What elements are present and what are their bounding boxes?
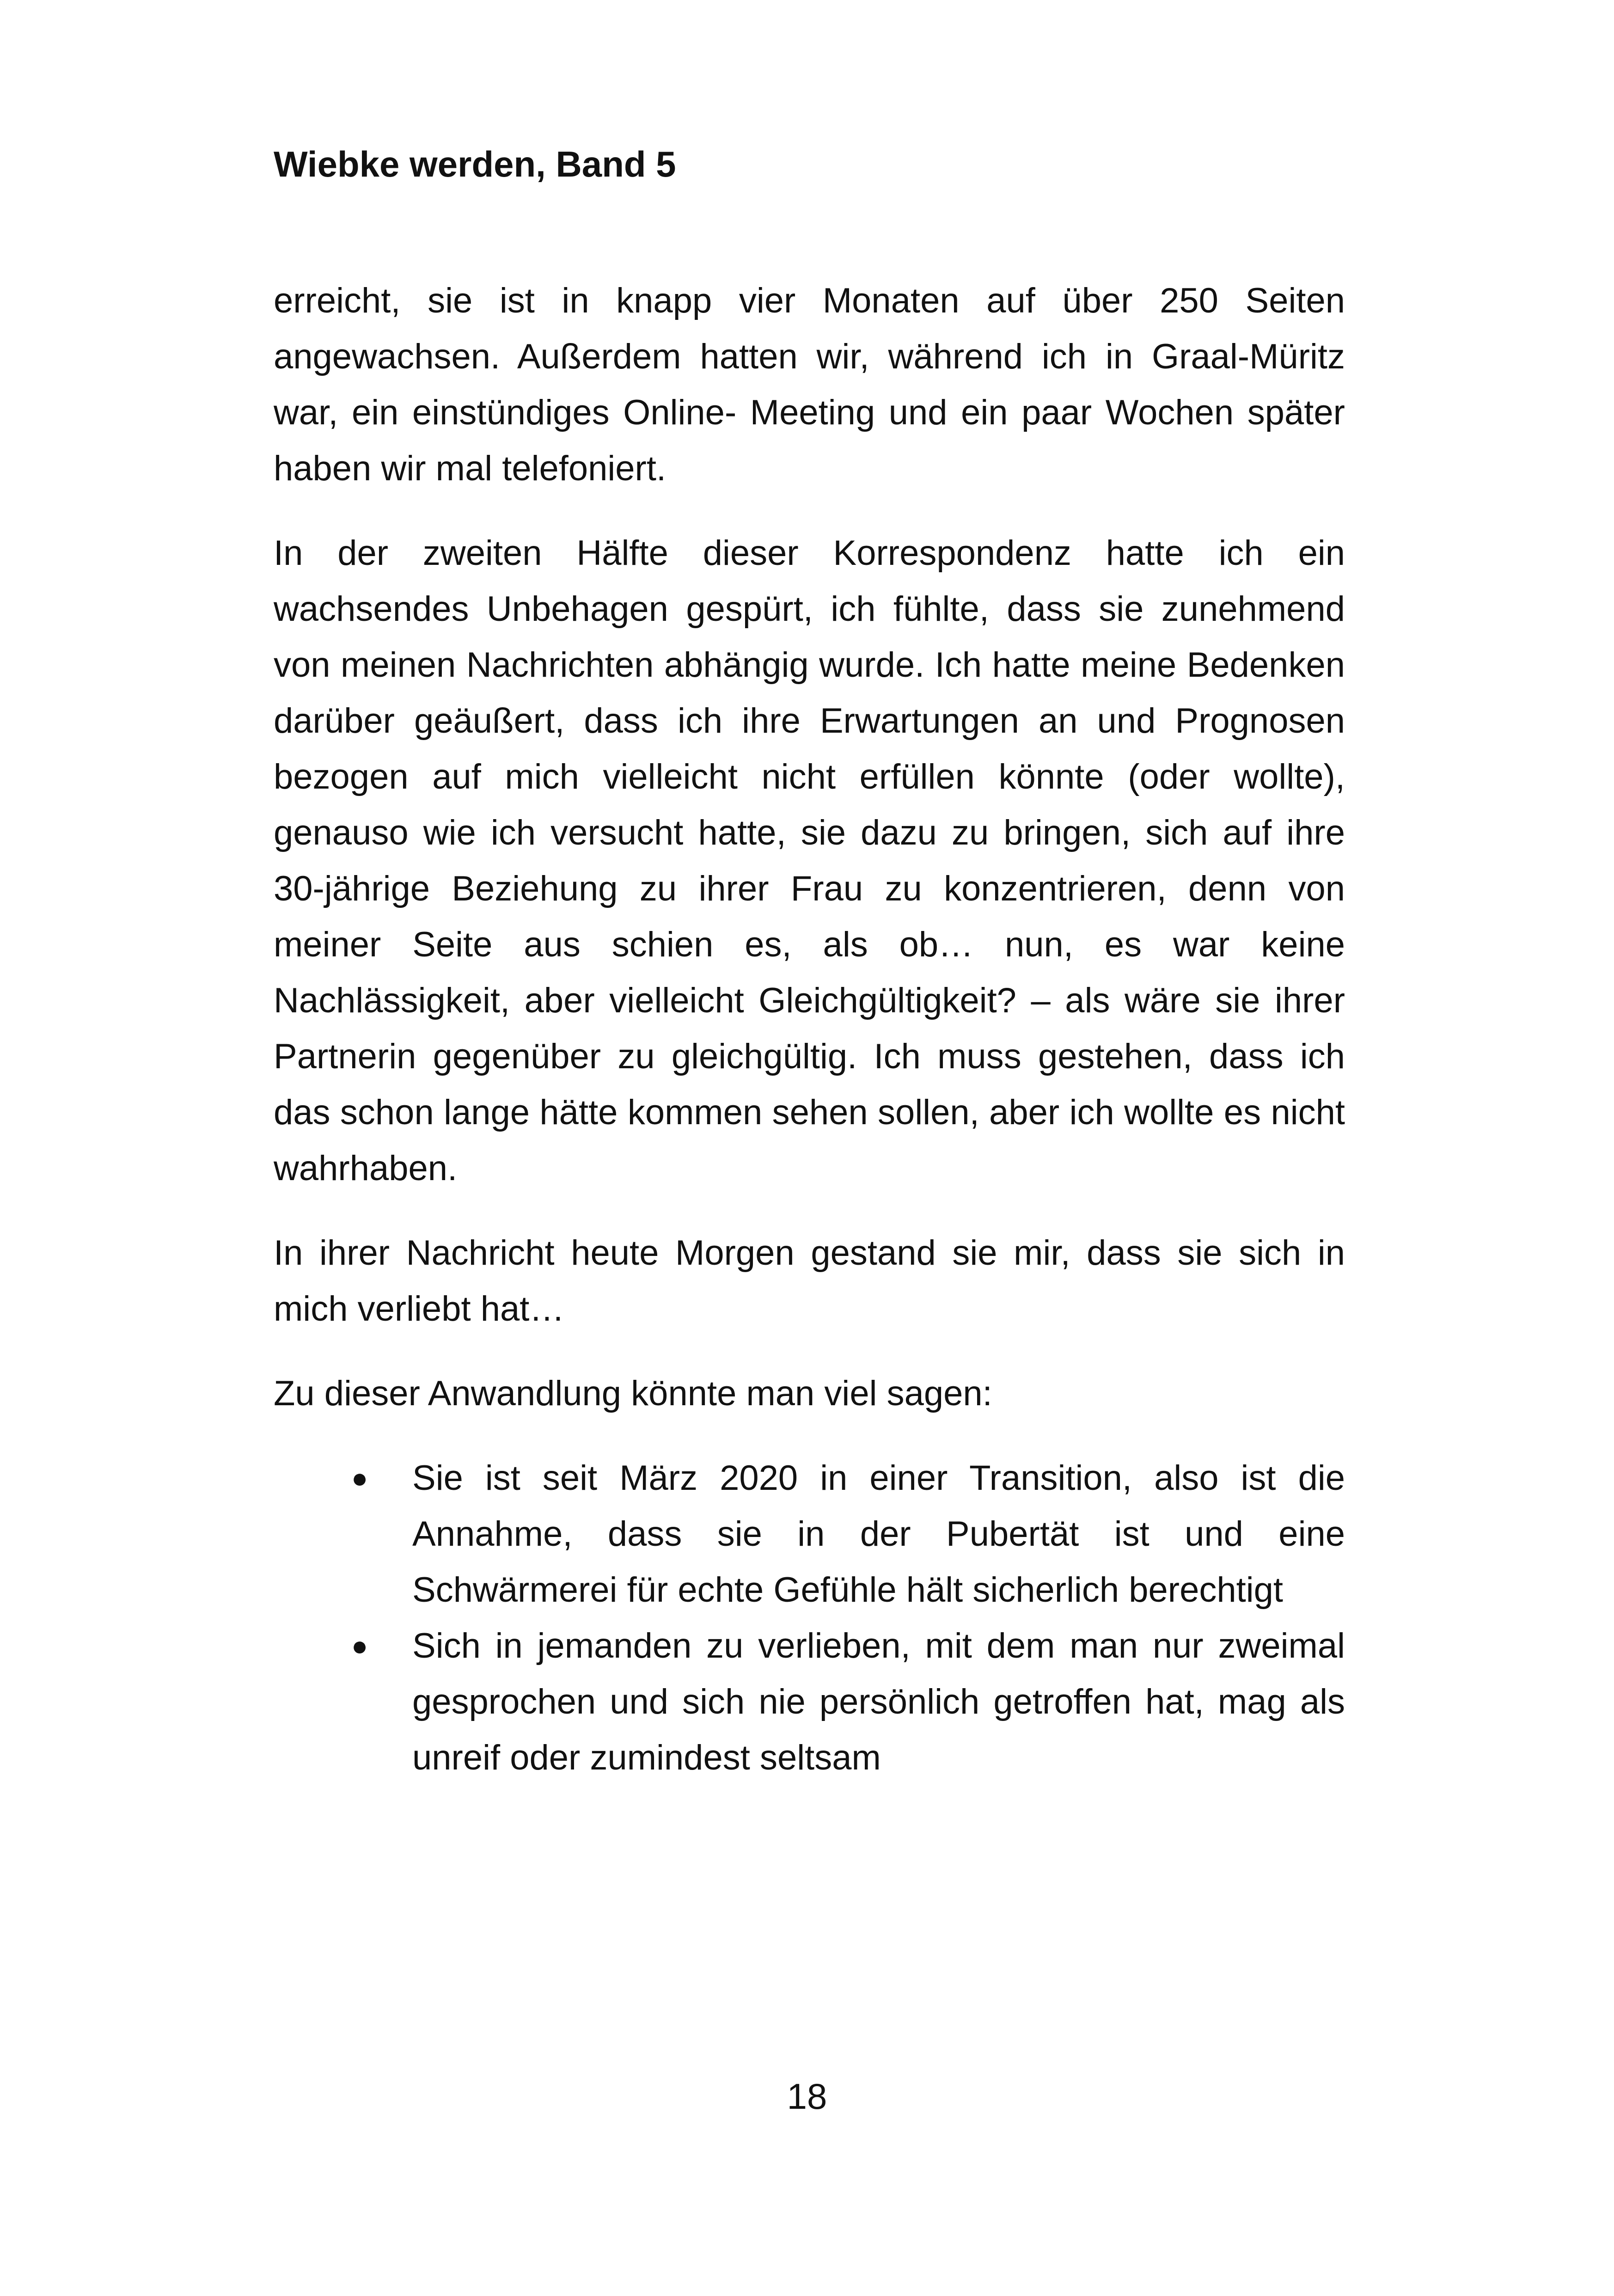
list-item-text: Sie ist seit März 2020 in einer Transition, also ist die Annahme, dass sie in der Pubertät ist und eine Schwärmerei für echte Gefühle hält sicherlich berechtigt <box>412 1458 1345 1610</box>
paragraph: In der zweiten Hälfte dieser Korrespondenz hatte ich ein wachsendes Unbehagen gespürt, ich fühlte, dass sie zunehmend von meinen Nachrichten abhängig wurde. Ich hatte meine Bedenken darüber geäußert, dass ich ihre Erwartungen an und Prognosen bezogen auf mich vielleicht nicht erfüllen könnte (oder wollte), genauso wie ich versucht hatte, sie dazu zu bringen, sich auf ihre 30-jährige Beziehung zu ihrer Frau zu konzentrieren, denn von meiner Seite aus schien es, als ob… nun, es war keine Nachlässigkeit, aber vielleicht Gleichgültigkeit? – als wäre sie ihrer Partnerin gegenüber zu gleichgültig. Ich muss gestehen, dass ich das schon lange hätte kommen sehen sollen, aber ich wollte es nicht wahrhaben. <box>274 533 1345 1188</box>
running-header: Wiebke werden, Band 5 <box>274 144 676 184</box>
list-item <box>274 1450 1345 1618</box>
page-number: 18 <box>787 2076 827 2117</box>
body-text <box>274 273 1345 1786</box>
bullet-icon: ● <box>351 1630 368 1661</box>
bullet-list <box>274 1450 1345 1786</box>
list-item <box>274 1618 1345 1786</box>
paragraph: In ihrer Nachricht heute Morgen gestand sie mir, dass sie sich in mich verliebt hat… <box>274 1233 1345 1329</box>
list-item-text: Sich in jemanden zu verlieben, mit dem man nur zweimal gesprochen und sich nie persönlich getroffen hat, mag als unreif oder zumindest seltsam <box>412 1626 1345 1777</box>
paragraph: erreicht, sie ist in knapp vier Monaten auf über 250 Seiten angewachsen. Außerdem hatten wir, während ich in Graal-Müritz war, ein einstündiges Online- Meeting und ein paar Wochen später haben wir mal telefoniert. <box>274 281 1345 488</box>
bullet-icon: ● <box>351 1463 368 1494</box>
paragraph: Zu dieser Anwandlung könnte man viel sagen: <box>274 1374 992 1413</box>
